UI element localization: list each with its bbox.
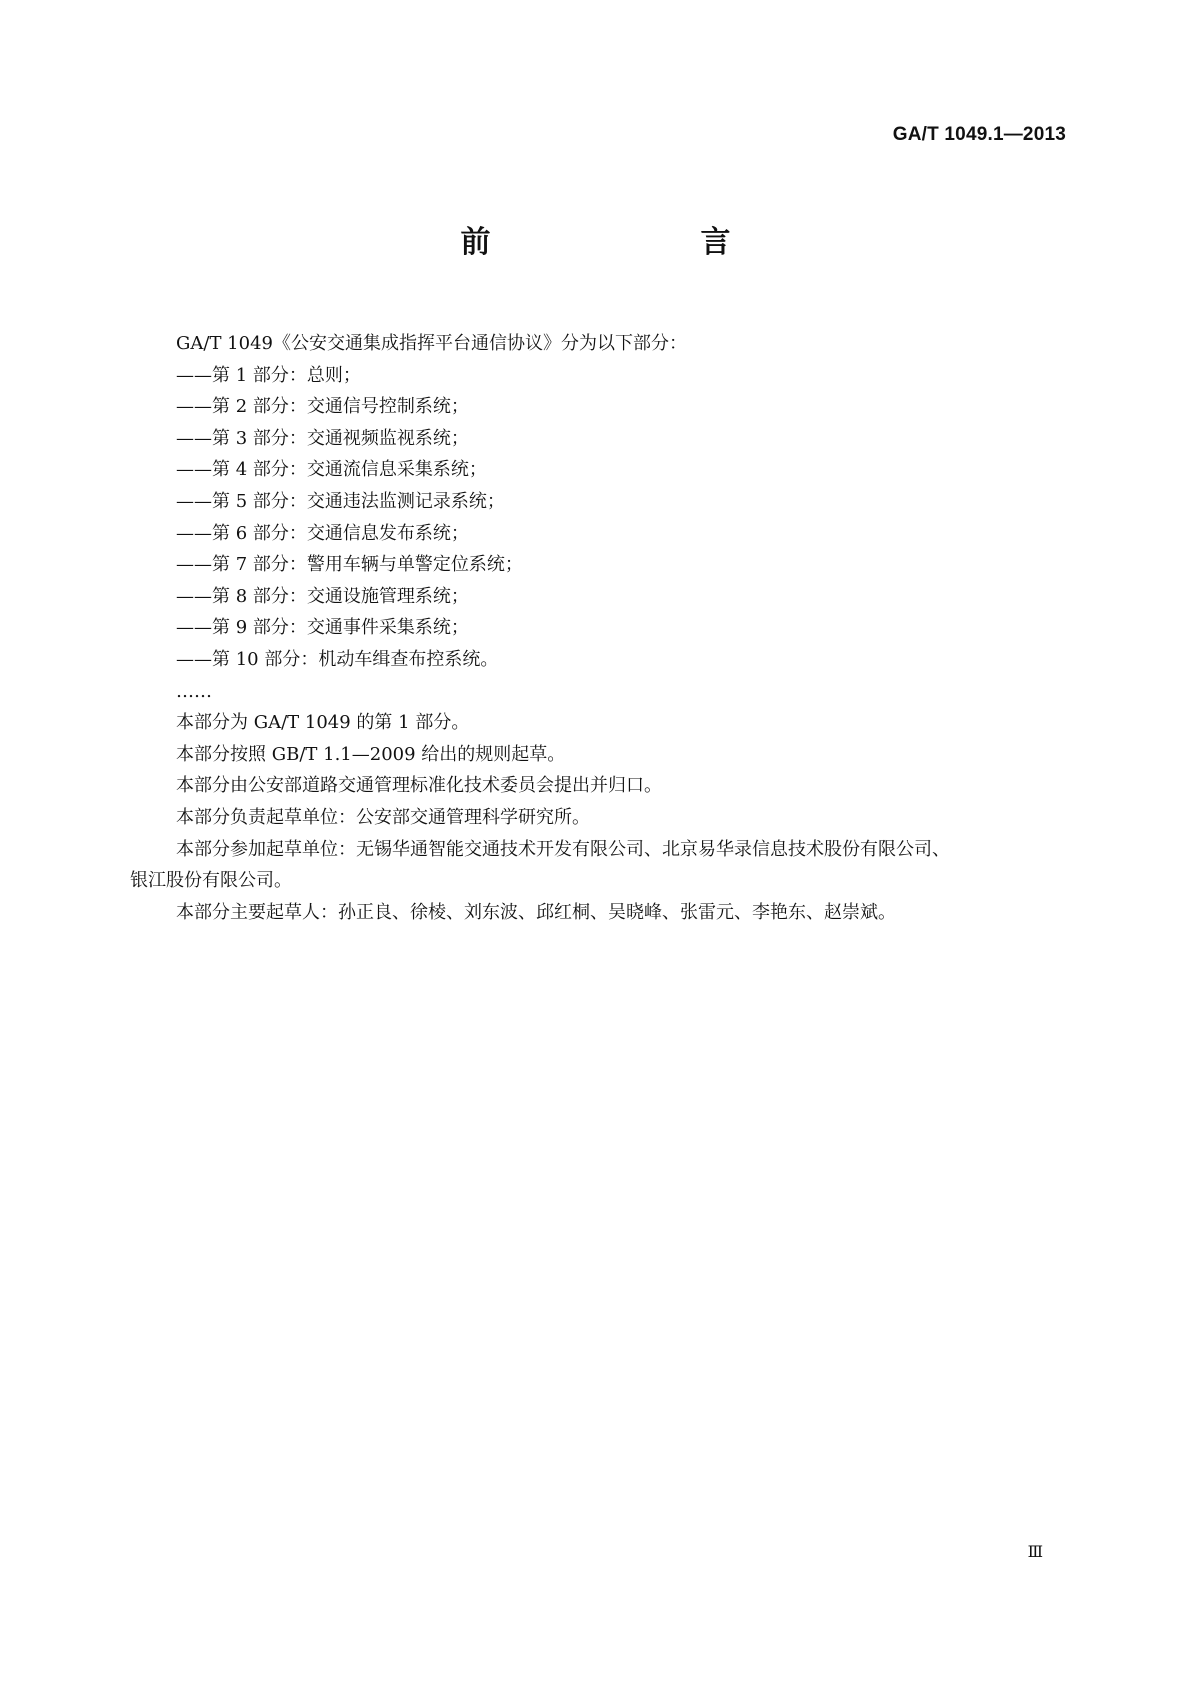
list-item-part-9: ——第 9 部分：交通事件采集系统； (176, 617, 469, 639)
list-item-part-3: ——第 3 部分：交通视频监视系统； (176, 427, 469, 449)
list-item-part-7: ——第 7 部分：警用车辆与单警定位系统； (176, 554, 523, 576)
standard-code-header: GA/T 1049.1—2013 (892, 124, 1066, 145)
statement-responsible-unit: 本部分负责起草单位：公安部交通管理科学研究所。 (176, 806, 590, 828)
list-ellipsis: …… (176, 680, 212, 702)
list-item-part-4: ——第 4 部分：交通流信息采集系统； (176, 459, 487, 481)
page-number: Ⅲ (1027, 1542, 1043, 1561)
list-item-part-2: ——第 2 部分：交通信号控制系统； (176, 396, 469, 418)
statement-participating-units: 本部分参加起草单位：无锡华通智能交通技术开发有限公司、北京易华录信息技术股份有限公司、 (176, 838, 950, 860)
list-item-part-5: ——第 5 部分：交通违法监测记录系统； (176, 490, 505, 512)
page-title: 前 言 (460, 225, 781, 260)
list-item-part-6: ——第 6 部分：交通信息发布系统； (176, 522, 469, 544)
list-item-part-1: ——第 1 部分：总则； (176, 364, 361, 386)
intro-paragraph: GA/T 1049《公安交通集成指挥平台通信协议》分为以下部分： (176, 333, 687, 354)
statement-participating-units-continued: 银江股份有限公司。 (130, 870, 292, 892)
statement-drafting-rules: 本部分按照 GB/T 1.1—2009 给出的规则起草。 (176, 743, 566, 765)
statement-main-drafters: 本部分主要起草人：孙正良、徐棱、刘东波、邱红桐、吴晓峰、张雷元、李艳东、赵崇斌。 (176, 901, 896, 923)
statement-part-of: 本部分为 GA/T 1049 的第 1 部分。 (176, 712, 470, 734)
foreword-body (130, 328, 1066, 928)
statement-proposed-by: 本部分由公安部道路交通管理标准化技术委员会提出并归口。 (176, 775, 662, 797)
list-item-part-8: ——第 8 部分：交通设施管理系统； (176, 585, 469, 607)
list-item-part-10: ——第 10 部分：机动车缉查布控系统。 (176, 648, 499, 670)
